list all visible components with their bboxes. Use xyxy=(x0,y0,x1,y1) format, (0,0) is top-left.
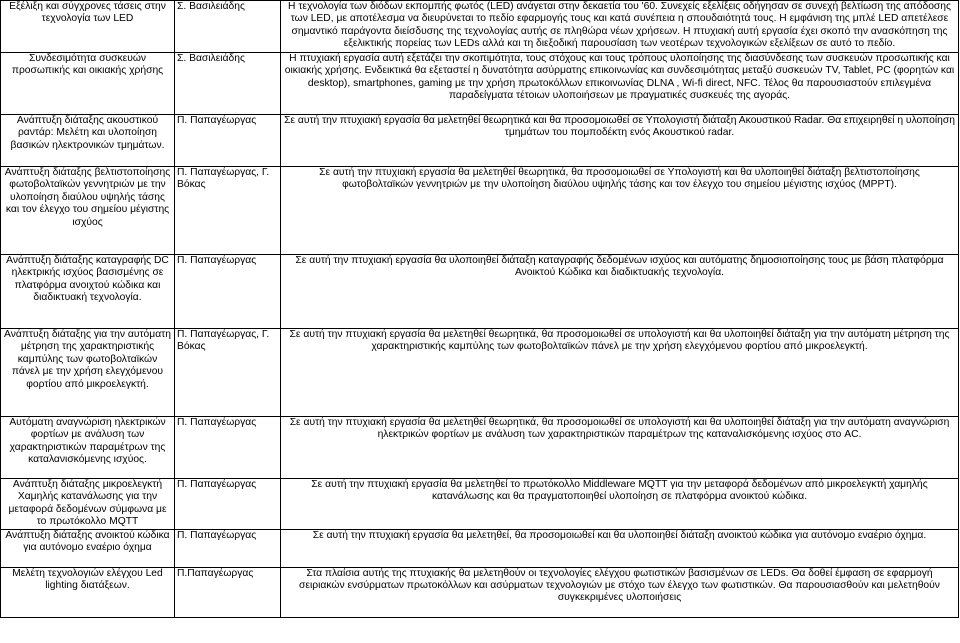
topic-description: Σε αυτή την πτυχιακή εργασία θα υλοποιηθεί διάταξη καταγραφής δεδομένων ισχύος και αυτόματης δημοσιοποίησης τους με βάση πλατφόρμα Ανοικτού Κώδικα και διαδικτυακής τεχνολογία. xyxy=(281,255,959,329)
table-row xyxy=(1,1,959,53)
topic-supervisor: Σ. Βασιλειάδης xyxy=(175,53,281,115)
topic-supervisor: Π. Παπαγέωργας xyxy=(175,255,281,329)
topic-title: Ανάπτυξη διάταξης μικροελεγκτή Χαμηλής κατανάλωσης για την μεταφορά δεδομένων σύμφωνα με το πρωτόκολλο MQTT xyxy=(1,479,175,530)
topic-description: Στα πλαίσια αυτής της πτυχιακής θα μελετηθούν οι τεχνολογίες ελέγχου φωτιστικών βασισμένων σε LEDs. Θα δοθεί έμφαση σε εφαρμογή σειριακών ενσύρματων πρωτοκόλλων και ασύρματων τεχνολογιών με στόχο των έλεγχο των φωτιστικών. Θα παρουσιασθούν και μελετηθούν συγκεκριμένες υλοποιήσεις xyxy=(281,567,959,617)
topic-description: Σε αυτή την πτυχιακή εργασία θα μελετηθεί θεωρητικά, θα προσομοιωθεί σε υπολογιστή και θα υλοποιηθεί διάταξη για την αυτόματη αναγνώριση ηλεκτρικών φορτίων με ανάλυση των χαρακτηριστικών παραμέτρων της καταναλισκόμενης ισχύος στο AC. xyxy=(281,417,959,479)
table-row xyxy=(1,417,959,479)
topic-description: Σε αυτή την πτυχιακή εργασία θα μελετηθεί, θα προσομοιωθεί και θα υλοποιηθεί διάταξη ανοικτού κώδικα για αυτόνομο εναέριο όχημα. xyxy=(281,529,959,567)
topic-supervisor: Π. Παπαγέωργας xyxy=(175,529,281,567)
topic-description: Η πτυχιακή εργασία αυτή εξετάζει την σκοπιμότητα, τους στόχους και τους τρόπους υλοποίησης της διασύνδεσης των συσκευών προσωπικής και οικιακής χρήσης. Ενδεικτικά θα εξεταστεί η δυνατότητα ασύρματης επικοινωνίας και συνδεσιμότητας μεταξύ συσκευών TV, Tablet, PC (φορητών και desktop), smartphones, gaming με την χρήση πρωτοκόλλων επικοινωνίας DLNA , Wi-fi direct, NFC. Τέλος θα παρουσιαστούν επιλεγμένα παραδείγματα τέτοιων υλοποιήσεων με πραγματικές συσκευές της αγοράς. xyxy=(281,53,959,115)
topic-title: Ανάπτυξη διάταξης βελτιστοποίησης φωτοβολταϊκών γεννητριών με την υλοποίηση διαύλου υψηλής τάσης και τον έλεγχο του σημείου μέγιστης ισχύος xyxy=(1,167,175,255)
topic-title: Ανάπτυξη διάταξης ανοικτού κώδικα για αυτόνομο εναέριο όχημα xyxy=(1,529,175,567)
table-row xyxy=(1,567,959,617)
topic-title: Συνδεσιμότητα συσκευών προσωπικής και οικιακής χρήσης xyxy=(1,53,175,115)
table-row xyxy=(1,53,959,115)
table-row xyxy=(1,115,959,167)
topic-supervisor: Π.Παπαγέωργας xyxy=(175,567,281,617)
topic-description: Σε αυτή την πτυχιακή εργασία θα μελετηθεί θεωρητικά, θα προσομοιωθεί σε Υπολογιστή και θα υλοποιηθεί διάταξη βελτιστοποίησης φωτοβολταϊκών γεννητριών με την υλοποίηση διαύλου υψηλής τάσης και τον έλεγχο του σημείου μέγιστης ισχύος (MPPT). xyxy=(281,167,959,255)
topic-title: Ανάπτυξη διάταξης καταγραφής DC ηλεκτρικής ισχύος βασισμένης σε πλατφόρμα ανοιχτού κώδικα και διαδικτυακή τεχνολογία. xyxy=(1,255,175,329)
topic-supervisor: Π. Παπαγέωργας, Γ. Βόκας xyxy=(175,167,281,255)
table-row xyxy=(1,329,959,417)
topic-description: Η τεχνολογία των διόδων εκπομπής φωτός (LED) ανάγεται στην δεκαετία του '60. Συνεχείς εξελίξεις οδήγησαν σε συνεχή βελτίωση της απόδοσης των LED, με αποτέλεσμα να διευρύνεται το πεδίο εφαρμογής τους και κατά συνέπεια η σπουδαιότητά τους. Η εμφάνιση της μπλέ LED απετέλεσε σημαντικό παράγοντα διείσδυσης της τεχνολογίας αυτής σε πληθώρα νέων χρήσεων. Η πτυχιακή αυτή εργασία έχει σκοπό την ανασκόπηση της εξελικτικής πορείας των LEDs αλλά και τη διεξοδική παρουσίαση των νεοτέρων τεχνολογικών εξελίξεων σε αυτό το πεδίο. xyxy=(281,1,959,53)
topic-supervisor: Π. Παπαγέωργας xyxy=(175,479,281,530)
topic-supervisor: Σ. Βασιλειάδης xyxy=(175,1,281,53)
topic-supervisor: Π. Παπαγέωργας, Γ. Βόκας xyxy=(175,329,281,417)
topic-title: Εξέλιξη και σύγχρονες τάσεις στην τεχνολογία των LED xyxy=(1,1,175,53)
topic-supervisor: Π. Παπαγέωργας xyxy=(175,115,281,167)
topic-description: Σε αυτή την πτυχιακή εργασία θα μελετηθεί θεωρητικά, θα προσομοιωθεί σε υπολογιστή και θα υλοποιηθεί διάταξη για την αυτόματη μέτρηση της χαρακτηριστικής καμπύλης των φωτοβολταϊκών πάνελ με την χρήση ελεγχόμενου φορτίου από μικροελεγκτή. xyxy=(281,329,959,417)
topic-description: Σε αυτή την πτυχιακή εργασία θα μελετηθεί θεωρητικά και θα προσομοιωθεί σε Υπολογιστή διάταξη Ακουστικού Radar. Θα επιχειρηθεί η υλοποίηση τμημάτων του πομποδέκτη ενός Ακουστικού radar. xyxy=(281,115,959,167)
table-row xyxy=(1,529,959,567)
topic-title: Μελέτη τεχνολογιών ελέγχου Led lighting διατάξεων. xyxy=(1,567,175,617)
topic-description: Σε αυτή την πτυχιακή εργασία θα μελετηθεί το πρωτόκολλο Middleware MQTT για την μεταφορά δεδομένων από μικροελεγκτή χαμηλής κατανάλωσης και θα πραγματοποιηθεί υλοποίηση σε πλατφόρμα ανοικτού κώδικα. xyxy=(281,479,959,530)
table-row xyxy=(1,167,959,255)
topic-supervisor: Π. Παπαγέωργας xyxy=(175,417,281,479)
table-row xyxy=(1,479,959,530)
table-row xyxy=(1,255,959,329)
topic-title: Αυτόματη αναγνώριση ηλεκτρικών φορτίων με ανάλυση των χαρακτηριστικών παραμέτρων της καταλανισκόμενης ισχύος. xyxy=(1,417,175,479)
topic-title: Ανάπτυξη διάταξης ακουστικού ραντάρ: Μελέτη και υλοποίηση βασικών ηλεκτρονικών τμημάτων. xyxy=(1,115,175,167)
topic-title: Ανάπτυξη διάταξης για την αυτόματη μέτρηση της χαρακτηριστικής καμπύλης των φωτοβολταϊκών πάνελ με την χρήση ελεγχόμενου φορτίου από μικροελεγκτή. xyxy=(1,329,175,417)
